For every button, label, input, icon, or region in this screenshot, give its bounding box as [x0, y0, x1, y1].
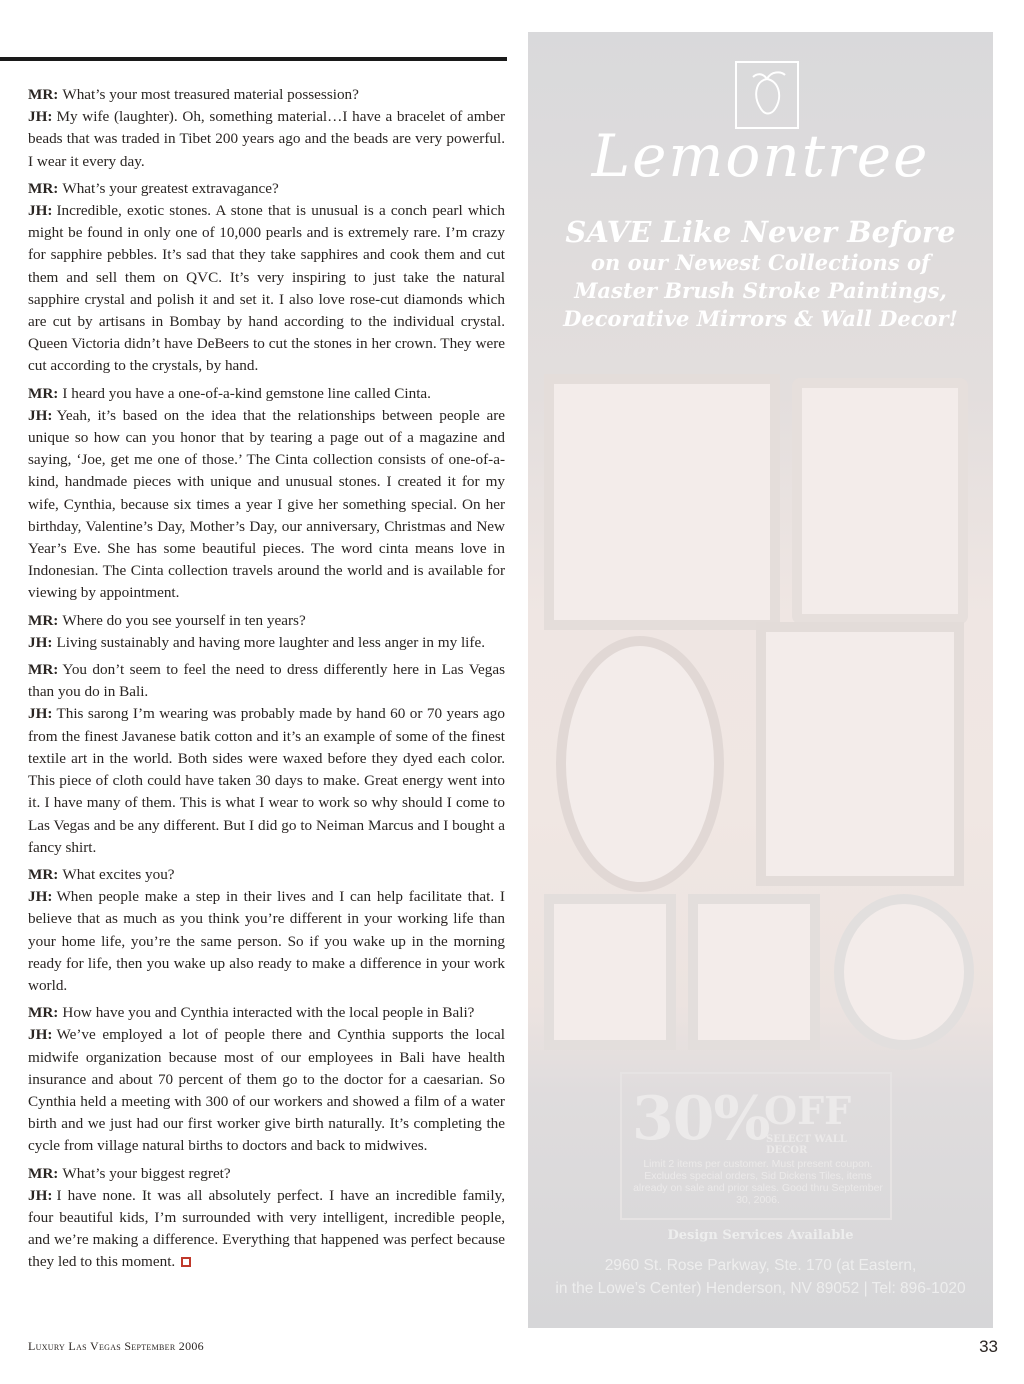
advertisement: [528, 32, 993, 1328]
speaker-label: MR:: [28, 611, 59, 629]
design-services: Design Services Available: [667, 1228, 854, 1243]
answer: [28, 886, 505, 997]
end-mark-icon: [181, 1257, 191, 1267]
qa-block: [28, 610, 505, 654]
question-text: What’s your biggest regret?: [62, 1164, 231, 1182]
question: [28, 1163, 505, 1185]
speaker-label: MR:: [28, 661, 59, 679]
question: [28, 383, 505, 405]
speaker-label: MR:: [28, 1004, 59, 1022]
brand-name: Lemontree: [591, 122, 930, 190]
speaker-label: JH:: [28, 1186, 53, 1204]
folio-publication: Luxury Las Vegas September 2006: [28, 1339, 204, 1353]
answer: [28, 703, 505, 858]
question-text: What’s your greatest extravagance?: [62, 179, 279, 197]
answer-text: We’ve employed a lot of people there and Cynthia supports the local midwife organization because most of our employees in Bali have health insurance and about 70 percent of them go to the doctor for a caesarian. So Cynthia held a meeting with 300 of our workers and showed a film of a water birth and we just had our first worker give birth naturally. It’s completing the cycle from village natural births to doctors and back to midwives.: [28, 1026, 505, 1155]
speaker-label: JH:: [28, 406, 53, 424]
speaker-label: MR:: [28, 384, 59, 402]
answer: [28, 1185, 505, 1274]
small-painting-frame: [688, 894, 820, 1050]
answer-text: Living sustainably and having more laughter and less anger in my life.: [56, 633, 485, 651]
answer-text: When people make a step in their lives and I can help facilitate that. I believe that as much as you think you’re different in your working life than your home life, you’re the same person. So if you wake up in the morning ready for life, then you wake up also ready to make a difference in your work world.: [28, 888, 505, 994]
answer: [28, 106, 505, 173]
answer-text: Incredible, exotic stones. A stone that is unusual is a conch pearl which might be found in only one of 10,000 pearls and is extremely rare. I’m crazy for sapphire pebbles. It’s sad that they take sapphires and cook them and cut them and sell them on QVC. It’s very inspiring to just take the natural sapphire crystal and polish it and set it. I also love rose-cut diamonds which are cut by artisans in Bombay by hand according to the individual crystal. Queen Victoria didn’t have DeBeers to cut the stones in her crown. They were cut according to the crystals, by hand.: [28, 202, 505, 375]
speaker-label: JH:: [28, 888, 53, 906]
wall-decor-frame: [756, 622, 964, 886]
question: [28, 864, 505, 886]
answer-text: This sarong I’m wearing was probably made by hand 60 or 70 years ago from the finest Javanese batik cotton and it’s an example of some of the finest textile art in the world. Both sides were waxed before they dyed each color. This piece of cloth could have taken 30 days to make. Great energy went into it. I have many of them. This is what I wear to work so why should I come to Las Vegas and be any different. But I did go to Neiman Marcus and I bought a fancy shirt.: [28, 705, 505, 856]
question: [28, 1002, 505, 1024]
coupon-fine-print: Limit 2 items per customer. Must present coupon. Excludes special orders, Sid Dickens Tiles, items already on sale and prior sales. Good thru September 30, 2006.: [633, 1158, 883, 1206]
speaker-label: JH:: [28, 705, 53, 723]
speaker-label: JH:: [28, 633, 53, 651]
answer: [28, 200, 505, 378]
question-text: What’s your most treasured material possession?: [62, 86, 359, 103]
question: [28, 178, 505, 200]
speaker-label: MR:: [28, 1164, 59, 1182]
coupon: [620, 1072, 892, 1220]
question-text: What excites you?: [62, 865, 175, 883]
speaker-label: JH:: [28, 202, 53, 220]
answer: [28, 632, 505, 654]
answer-text: My wife (laughter). Oh, something material…I have a bracelet of amber beads that was traded in Tibet 200 years ago and the beads are very powerful. I wear it every day.: [28, 108, 505, 170]
speaker-label: MR:: [28, 865, 59, 883]
qa-block: [28, 178, 505, 378]
qa-block: [28, 1002, 505, 1157]
mirror-frame: [792, 378, 968, 624]
store-address: [528, 1254, 993, 1300]
page-number: 33: [979, 1337, 998, 1356]
oval-mirror-frame: [556, 636, 724, 892]
answer-text: Yeah, it’s based on the idea that the relationships between people are unique so how can you honor that by tearing a page out of a magazine and saying, ‘Joe, get me one of those.’ The Cinta collection consists of one-of-a-kind, handmade pieces with unique and unusual stones. I created it for my wife, Cynthia, because six times a year I give her something special. On her birthday, Valentine’s Day, Mother’s Day, our anniversary, Christmas and New Year’s Eve. She has some beautiful pieces. The word cinta means love in Indonesian. The Cinta collection travels around the world and is available for viewing by appointment.: [28, 406, 505, 602]
qa-block: [28, 84, 505, 173]
coupon-off: OFF: [764, 1088, 852, 1133]
qa-block: [28, 383, 505, 605]
interview-column: [28, 84, 505, 1279]
answer: [28, 1024, 505, 1157]
question-text: Where do you see yourself in ten years?: [62, 611, 306, 629]
question: [28, 659, 505, 703]
lemon-logo-icon: [735, 61, 799, 129]
answer-text: I have none. It was all absolutely perfect. I have an incredible family, four beautiful kids, I’m surrounded with very intelligent, incredible people, and we’re making a difference. Everything that happened was perfect because they led to this moment.: [28, 1186, 505, 1271]
address-line: in the Lowe’s Center) Henderson, NV 89052 | Tel: 896-1020: [555, 1280, 966, 1297]
qa-block: [28, 659, 505, 859]
question-text: How have you and Cynthia interacted with the local people in Bali?: [62, 1004, 475, 1022]
ad-subline: Master Brush Stroke Paintings,: [574, 278, 947, 303]
ad-subline: Decorative Mirrors & Wall Decor!: [563, 306, 958, 331]
qa-block: [28, 864, 505, 997]
painting-frame: [544, 374, 780, 630]
ad-headline: SAVE Like Never Before: [565, 215, 956, 249]
question: [28, 610, 505, 632]
speaker-label: JH:: [28, 108, 53, 126]
answer: [28, 405, 505, 605]
question: [28, 84, 505, 106]
speaker-label: MR:: [28, 86, 59, 103]
qa-block: [28, 1163, 505, 1274]
question-text: I heard you have a one-of-a-kind gemstone line called Cinta.: [62, 384, 431, 402]
speaker-label: MR:: [28, 179, 59, 197]
top-rule: [0, 57, 507, 61]
small-painting-frame: [544, 894, 676, 1050]
coupon-select-label: SELECT WALL DECOR: [766, 1134, 847, 1156]
medallion-frame: [834, 894, 974, 1050]
address-line: 2960 St. Rose Parkway, Ste. 170 (at Eastern,: [604, 1257, 917, 1274]
coupon-percent: 30%: [632, 1084, 770, 1154]
question-text: You don’t seem to feel the need to dress differently here in Las Vegas than you do in Bali.: [28, 661, 505, 701]
speaker-label: JH:: [28, 1026, 53, 1044]
ad-subline: on our Newest Collections of: [590, 250, 930, 275]
